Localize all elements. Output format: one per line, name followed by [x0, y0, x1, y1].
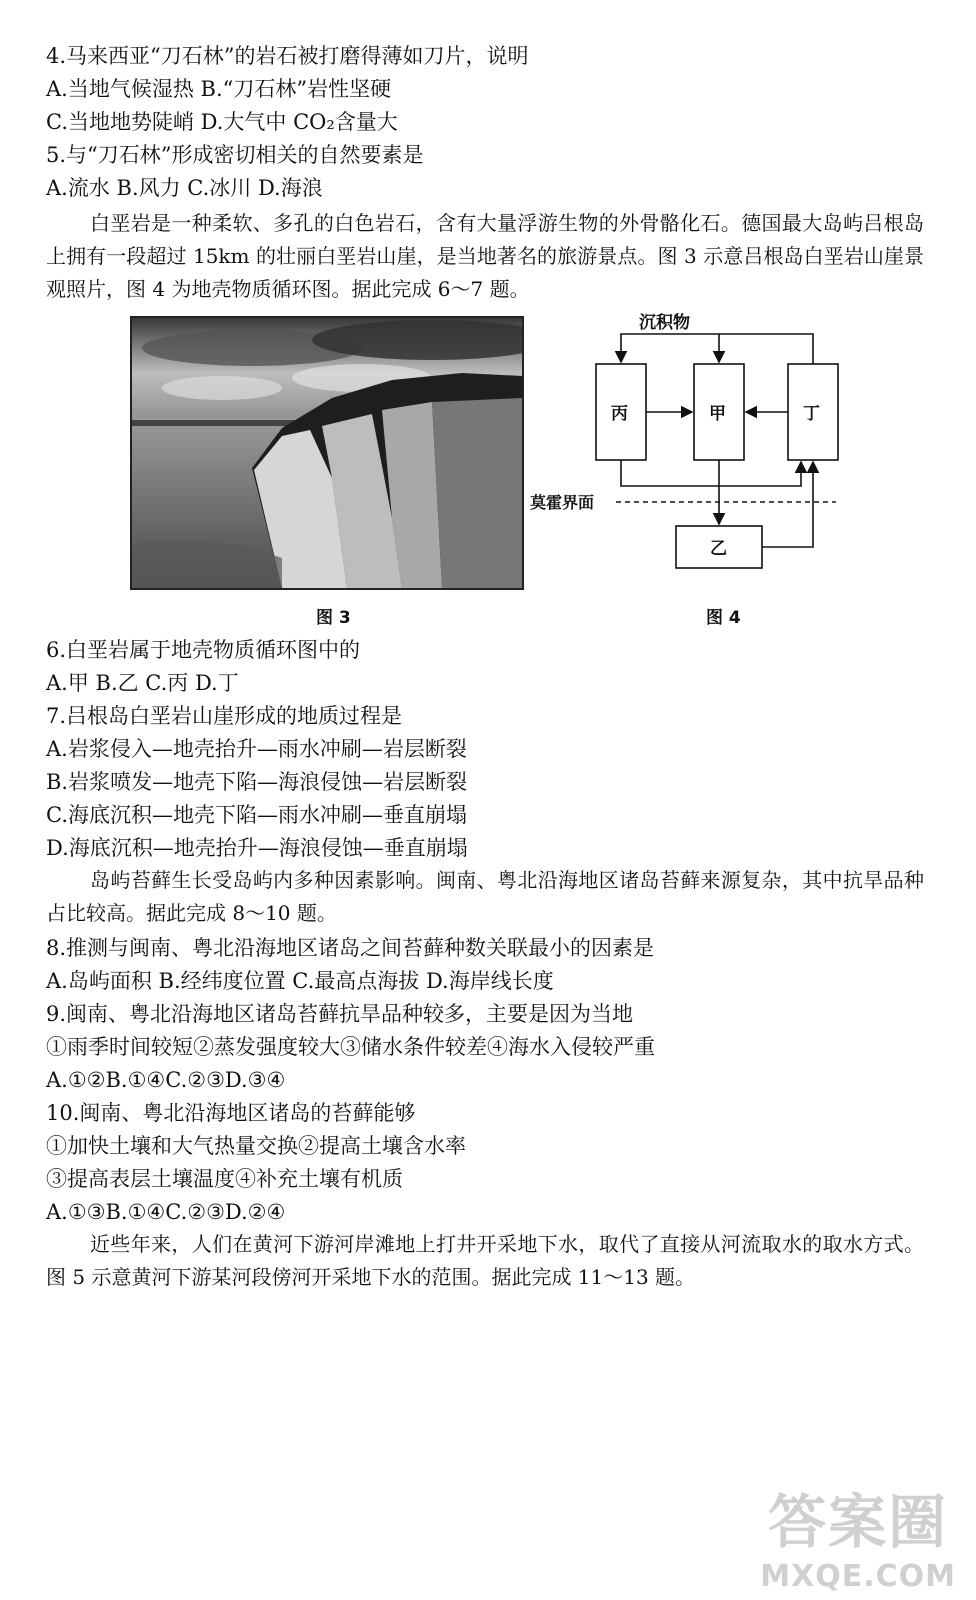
passage-chalk: 白垩岩是一种柔软、多孔的白色岩石，含有大量浮游生物的外骨骼化石。德国最大岛屿吕根岛上拥有一段超过 15km 的壮丽白垩岩山崖，是当地著名的旅游景点。图 3 示意吕根岛白垩岩山崖景观照片，图 4 为地壳物质循环图。据此完成 6～7 题。 [46, 211, 924, 301]
q4-stem: 4.马来西亚“刀石林”的岩石被打磨得薄如刀片，说明 [46, 44, 529, 68]
q9-stem: 9.闽南、粤北沿海地区诸岛苔藓抗旱品种较多，主要是因为当地 [46, 1002, 634, 1026]
q10-options: A.①③B.①④C.②③D.②④ [46, 1200, 286, 1224]
q10-items-1: ①加快土壤和大气热量交换②提高土壤含水率 [46, 1134, 466, 1158]
q5-options: A.流水 B.风力 C.冰川 D.海浪 [46, 176, 323, 200]
q7-stem: 7.吕根岛白垩岩山崖形成的地质过程是 [46, 704, 403, 728]
q5-stem: 5.与“刀石林”形成密切相关的自然要素是 [46, 143, 424, 167]
watermark-logo [760, 1475, 956, 1594]
passage-moss: 岛屿苔藓生长受岛屿内多种因素影响。闽南、粤北沿海地区诸岛苔藓来源复杂，其中抗旱品种占比较高。据此完成 8～10 题。 [46, 868, 924, 925]
label-moho: 莫霍界面 [530, 493, 595, 512]
label-yi: 乙 [710, 539, 727, 559]
q10-stem: 10.闽南、粤北沿海地区诸岛的苔藓能够 [46, 1101, 416, 1125]
q7-option-d: D.海底沉积—地壳抬升—海浪侵蚀—垂直崩塌 [46, 836, 468, 860]
passage-yellow-river: 近些年来，人们在黄河下游河岸滩地上打井开采地下水，取代了直接从河流取水的取水方式。图 5 示意黄河下游某河段傍河开采地下水的范围。据此完成 11～13 题。 [46, 1232, 924, 1289]
q7-option-c: C.海底沉积—地壳下陷—雨水冲刷—垂直崩塌 [46, 803, 467, 827]
q9-items: ①雨季时间较短②蒸发强度较大③储水条件较差④海水入侵较严重 [46, 1035, 655, 1059]
q4-options-ab: A.当地气候湿热 B.“刀石林”岩性坚硬 [46, 77, 392, 101]
rock-cycle-svg [526, 306, 856, 586]
figure-4-caption: 图 4 [706, 608, 741, 628]
q9-options: A.①②B.①④C.②③D.③④ [46, 1068, 286, 1092]
q6-stem: 6.白垩岩属于地壳物质循环图中的 [46, 638, 361, 662]
cliff-illustration [132, 318, 522, 588]
q10-items-2: ③提高表层土壤温度④补充土壤有机质 [46, 1167, 403, 1191]
watermark-brand: 答案圈 [768, 1488, 949, 1556]
figure-3-caption: 图 3 [316, 608, 351, 628]
q4-options-cd: C.当地地势陡峭 D.大气中 CO₂含量大 [46, 110, 398, 134]
label-ding: 丁 [803, 404, 820, 424]
label-sediment: 沉积物 [639, 313, 690, 333]
q6-options: A.甲 B.乙 C.丙 D.丁 [46, 671, 239, 695]
rock-cycle-diagram [526, 306, 856, 586]
q7-option-b: B.岩浆喷发—地壳下陷—海浪侵蚀—岩层断裂 [46, 770, 468, 794]
q8-options: A.岛屿面积 B.经纬度位置 C.最高点海拔 D.海岸线长度 [46, 969, 554, 993]
watermark-url: MXQE.COM [760, 1559, 956, 1594]
chalk-cliff-photo [130, 316, 524, 590]
q8-stem: 8.推测与闽南、粤北沿海地区诸岛之间苔藓种数关联最小的因素是 [46, 936, 655, 960]
label-bing: 丙 [611, 404, 628, 424]
q7-option-a: A.岩浆侵入—地壳抬升—雨水冲刷—岩层断裂 [46, 737, 467, 761]
label-jia: 甲 [709, 404, 726, 424]
